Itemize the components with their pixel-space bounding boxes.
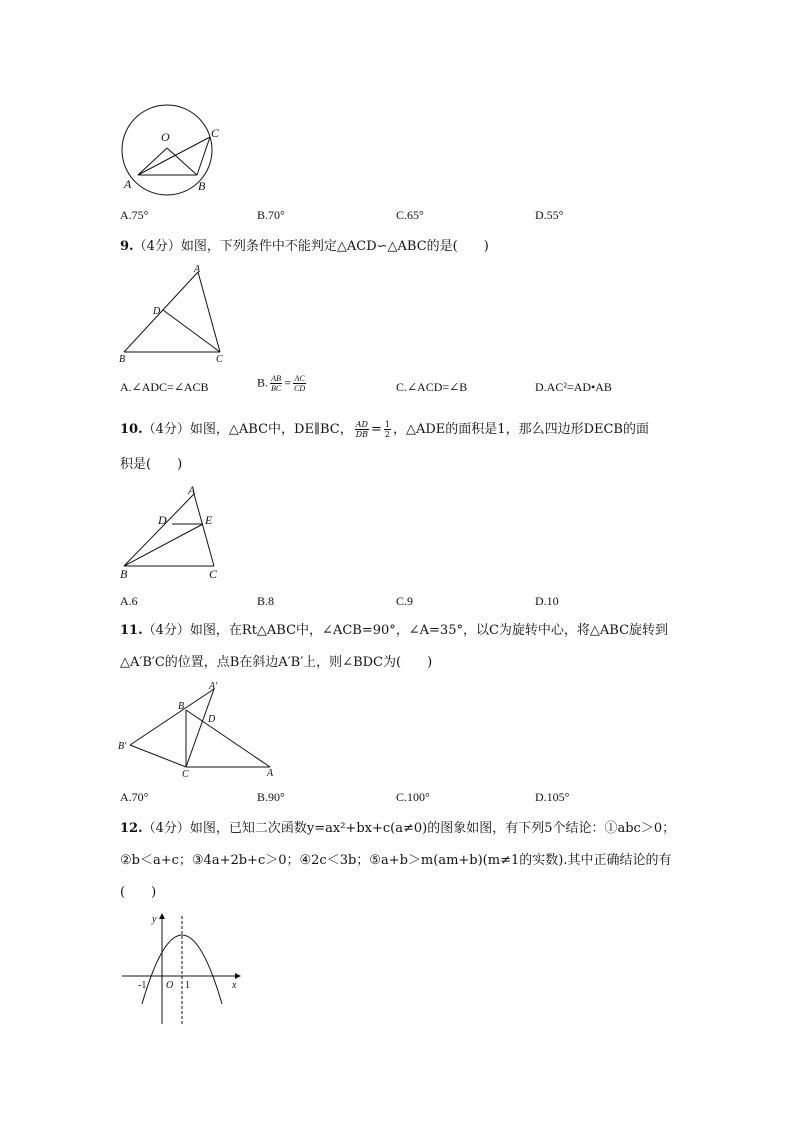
- q9-option-b-prefix: B.: [257, 375, 269, 390]
- q10-label-A: A: [188, 483, 196, 497]
- q11-label-C: C: [182, 769, 189, 780]
- q8-circle-figure: [118, 96, 228, 196]
- q10-option-d[interactable]: D.10: [535, 594, 559, 608]
- q9-option-c[interactable]: C.∠ACD=∠B: [396, 380, 468, 394]
- q9-label-A: A: [194, 264, 201, 275]
- q9-triangle-figure: [114, 262, 234, 368]
- q8-option-c[interactable]: C.65°: [396, 208, 424, 222]
- q10-triangle-figure: [114, 482, 226, 584]
- q11-rotation-figure: [114, 678, 284, 782]
- q9-label-D: D: [153, 306, 161, 317]
- q9-number: 9.: [120, 239, 134, 254]
- q9-segment-AB: [124, 272, 198, 352]
- q10-option-a[interactable]: A.6: [120, 594, 138, 608]
- q12-label-neg-one: -1: [138, 980, 147, 991]
- q10-score: （4分）: [142, 422, 190, 437]
- q9-label-C: C: [216, 354, 223, 365]
- q8-option-a[interactable]: A.75°: [120, 208, 149, 222]
- q8-label-B: B: [198, 179, 206, 193]
- q10-fraction-half: $\frac{1}{2}$: [384, 420, 390, 439]
- q12-label-one: 1: [185, 980, 190, 991]
- q11-label-B: B: [178, 701, 185, 712]
- q9-option-b-fraction-2: $\frac{AC}{CD}$: [294, 374, 306, 393]
- q12-parabola-figure: [114, 908, 248, 1028]
- q10-label-E: E: [205, 513, 213, 527]
- q11-stem-line2: △A′B′C的位置，点B在斜边A′B′上，则∠BDC为( ): [120, 655, 433, 670]
- q12-number: 12.: [120, 821, 143, 836]
- q8-label-C: C: [211, 126, 220, 140]
- q9-option-a[interactable]: A.∠ADC=∠ACB: [120, 380, 209, 394]
- q11-segment-BA: [186, 710, 270, 767]
- q11-label-A1: A′: [209, 681, 218, 692]
- q8-label-O: O: [161, 130, 170, 144]
- q10-fraction-ad-db: $\frac{AD}{DB}$: [355, 420, 368, 439]
- q12-label-y: y: [152, 914, 157, 925]
- q10-label-B: B: [120, 567, 128, 581]
- q12-stem-line3: ( ): [120, 885, 157, 900]
- q10-stem-part2: ，△ADE的面积是1，那么四边形DECB的面: [393, 422, 649, 437]
- q10-segment-AB: [124, 494, 194, 566]
- q11-option-c[interactable]: C.100°: [396, 790, 430, 804]
- q10-stem-line2: 积是( ): [120, 457, 183, 472]
- q11-label-B1: B′: [118, 741, 127, 752]
- q12-label-x: x: [232, 980, 237, 991]
- q12-stem-line2: ②b＜a+c；③4a+2b+c＞0；④2c＜3b；⑤a+b＞m(am+b)(m≠1的实数).其中正确结论的有: [120, 853, 672, 868]
- q9-option-b-equals: =: [284, 375, 292, 390]
- q10-stem-line1: [120, 420, 649, 439]
- q10-option-b[interactable]: B.8: [257, 594, 275, 608]
- q12-score: （4分）: [142, 821, 190, 836]
- q11-label-A: A: [267, 768, 274, 779]
- q9-score: （4分）: [133, 239, 181, 254]
- q11-segment-CA1: [186, 689, 214, 767]
- q8-option-b[interactable]: B.70°: [257, 208, 285, 222]
- q10-segment-AC: [194, 494, 214, 566]
- q8-label-A: A: [124, 177, 132, 191]
- q9-stem-text: 如图，下列条件中不能判定△ACD∽△ABC的是( ): [180, 239, 489, 254]
- q11-option-b[interactable]: B.90°: [257, 790, 285, 804]
- q11-score: （4分）: [142, 623, 190, 638]
- q11-number: 11.: [120, 623, 143, 638]
- q9-option-b[interactable]: [257, 374, 308, 393]
- q12-stem-line1-text: 如图，已知二次函数y=ax²+bx+c(a≠0)的图象如图，有下列5个结论：①abc＞0；: [189, 821, 676, 836]
- q10-label-D: D: [158, 513, 167, 527]
- q9-label-B: B: [119, 354, 126, 365]
- q11-option-d[interactable]: D.105°: [535, 790, 570, 804]
- q11-segment-B1A1: [130, 689, 214, 745]
- q9-segment-AC: [198, 272, 220, 352]
- q11-label-D: D: [208, 714, 216, 725]
- q11-option-a[interactable]: A.70°: [120, 790, 149, 804]
- q10-option-c[interactable]: C.9: [396, 594, 414, 608]
- q11-segment-B1C: [130, 745, 186, 767]
- q10-label-C: C: [209, 567, 218, 581]
- q10-segment-BE: [124, 524, 203, 566]
- q9-option-b-fraction-1: $\frac{AB}{BC}$: [271, 374, 282, 393]
- q10-equals: =: [371, 422, 382, 437]
- q9-segment-DC: [163, 310, 220, 352]
- q8-option-d[interactable]: D.55°: [535, 208, 564, 222]
- q9-option-d[interactable]: D.AC²=AD•AB: [535, 380, 612, 394]
- q10-number: 10.: [120, 422, 143, 437]
- q11-stem-line1-text: 如图，在Rt△ABC中，∠ACB=90°，∠A=35°，以C为旋转中心，将△ABC旋转到: [189, 623, 669, 638]
- q12-stem-line1: [120, 820, 675, 838]
- q11-stem-line1: [120, 622, 668, 640]
- q10-stem-part1: 如图，△ABC中，DE∥BC，: [189, 422, 353, 437]
- q12-label-origin: O: [166, 980, 174, 991]
- q9-stem: [120, 238, 489, 256]
